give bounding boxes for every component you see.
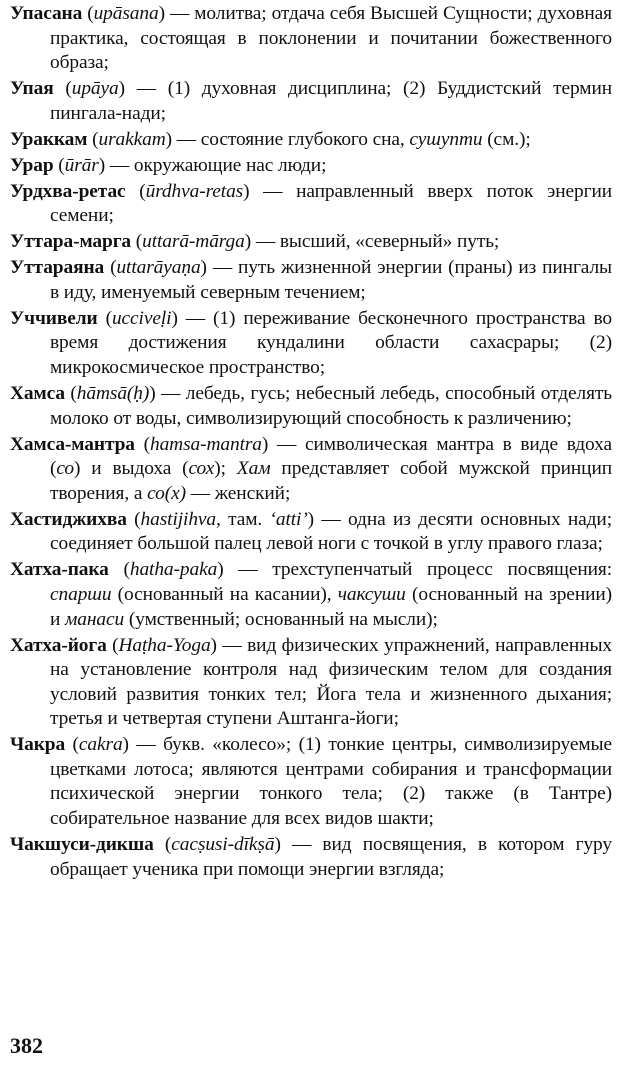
entry-term: Чакра <box>10 734 66 756</box>
entry-text: (см.); <box>482 128 531 150</box>
entry-italic-text: cacṣusi-dīkṣā <box>171 834 275 856</box>
entry-text: ) — высший, «северный» путь; <box>244 231 500 253</box>
entry-text: ) — направленный вверх поток энергии семени; <box>50 180 612 227</box>
entry-italic-text: upāsana <box>93 3 159 24</box>
entry-term: Урар <box>10 154 54 176</box>
entry-term: Хамса <box>10 383 65 405</box>
entry-text: , там. <box>216 508 270 530</box>
entry-italic-text: hamsa-mantra <box>149 433 262 455</box>
entry-text: ) — (1) переживание бесконечного пространства во время достижения кундалини области сахасрары; (2) микрокосмическое пространство; <box>50 307 612 379</box>
entry-italic-text: со(х) <box>147 482 186 504</box>
entry-italic-text: urakkam <box>98 128 166 150</box>
entry-text: ) — букв. «колесо»; (1) тонкие центры, символизируемые цветками лотоса; являются центрами собирания и трансформации психической энергии тонкого тела; (2) также (в Тантре) собирательное название для всех видов шакти; <box>50 734 612 830</box>
entry-text: ) — трехступенчатый процесс посвящения: <box>217 559 612 581</box>
entry-text: ) и выдоха ( <box>73 458 189 480</box>
entry-italic-text: сох <box>188 458 215 480</box>
entry-text: ) — путь жизненной энергии (праны) из пингалы в иду, именуемый северным течением; <box>50 257 612 303</box>
entry-text: ( <box>125 180 146 202</box>
entry-text: ) — (1) духовная дисциплина; (2) Буддистский термин пингала-нади; <box>50 78 612 124</box>
glossary-entry-uttarayana <box>10 256 612 305</box>
glossary-entry-uchchiveli <box>10 307 612 381</box>
entry-italic-text: hastijihva <box>140 508 217 530</box>
entry-text: ); <box>214 458 237 480</box>
glossary-entry-urar <box>10 154 612 179</box>
entry-text: ) — лебедь, гусь; небесный лебедь, способный отделять молоко от воды, символизирующий способность к различению; <box>50 383 613 429</box>
glossary-entry-urdhva-retas <box>10 180 612 229</box>
entry-term: Хатха-пака <box>10 559 109 581</box>
entry-text: ) — окружающие нас люди; <box>98 154 327 176</box>
entry-term: Хатха-йога <box>10 634 107 656</box>
entry-text: (умственный; основанный на мысли); <box>124 608 438 630</box>
entry-italic-text: ucciveḷi <box>111 307 172 329</box>
glossary-entry-hamsa <box>10 382 612 431</box>
entry-text: ( <box>134 433 150 455</box>
entry-text: ( <box>108 559 130 581</box>
glossary-entries <box>10 2 612 882</box>
entry-text: ) — символическая мантра в виде вдоха ( <box>50 433 612 480</box>
glossary-entry-urakkam <box>10 128 612 153</box>
entry-italic-text: uttarāyaṇa <box>116 257 201 279</box>
entry-text: представляет собой мужской принцип творения, а <box>50 458 612 504</box>
entry-text: ) — вид физических упражнений, направленных на установление контроля над физическим телом для создания условий развития тонких тел; Йога тела и жизненного дыхания; третья и четвертая ступени Аштанга-йоги; <box>50 634 613 730</box>
entry-term: Чакшуси-дикша <box>10 834 154 856</box>
entry-term: Хастиджихва <box>10 508 127 530</box>
entry-term: Уттараяна <box>10 257 105 279</box>
entry-text: ( <box>53 154 65 176</box>
glossary-entry-hatha-yoga <box>10 634 612 732</box>
glossary-entry-chakra <box>10 733 612 831</box>
entry-italic-text: чаксуши <box>337 583 406 605</box>
page-number: 382 <box>10 1033 43 1058</box>
entry-text: ( <box>82 3 94 24</box>
entry-italic-text: со <box>56 458 74 480</box>
glossary-entry-upaya <box>10 77 612 126</box>
entry-text: ( <box>131 231 143 253</box>
entry-term: Упасана <box>10 3 83 24</box>
entry-term: Упая <box>10 78 54 100</box>
entry-term: Уттара-марга <box>10 231 132 253</box>
entry-text: — женский; <box>185 482 291 504</box>
entry-text: ( <box>104 257 117 279</box>
entry-term: Ураккам <box>10 128 88 150</box>
entry-text: ( <box>106 634 119 656</box>
entry-italic-text: манаси <box>65 608 125 630</box>
entry-text: (основанный на касании), <box>111 583 338 605</box>
glossary-entry-upasana <box>10 2 612 76</box>
entry-italic-text: ūrdhva-retas <box>145 180 244 202</box>
entry-text: ( <box>97 307 112 329</box>
entry-italic-text: cakra <box>78 734 123 756</box>
entry-italic-text: upāya <box>71 78 119 100</box>
entry-text: ) — одна из десяти основных нади; соединяет большой палец левой ноги с точкой в углу правого глаза; <box>50 508 613 555</box>
entry-term: Хамса-мантра <box>10 433 135 455</box>
entry-text: ( <box>53 78 72 100</box>
entry-text: (основанный на зрении) и <box>50 583 613 630</box>
entry-italic-text: hāmsā(ḥ) <box>76 383 150 405</box>
entry-italic-text: hatha-paka <box>129 559 218 581</box>
glossary-entry-uttara-marga <box>10 230 612 255</box>
entry-text: ) — состояние глубокого сна, <box>165 128 410 150</box>
glossary-entry-chakshusi-diksha <box>10 833 612 882</box>
glossary-entry-hatha-paka <box>10 558 612 632</box>
entry-italic-text: Haṭha-Yoga <box>118 634 211 656</box>
entry-italic-text: сушупти <box>409 128 483 150</box>
entry-italic-text: ūrār <box>64 154 99 176</box>
entry-italic-text: спарши <box>50 583 112 605</box>
entry-text: ( <box>153 834 172 856</box>
entry-text: ) — вид посвящения, в котором гуру обращает ученика при помощи энергии взгляда; <box>50 834 612 880</box>
entry-term: Уччивели <box>10 307 98 329</box>
entry-text: ( <box>65 734 79 756</box>
entry-text: ( <box>87 128 99 150</box>
entry-term: Урдхва-ретас <box>10 180 126 202</box>
entry-text: ) — молитва; отдача себя Высшей Сущности; духовная практика, состоящая в поклонении и почитании божественного образа; <box>50 3 612 74</box>
entry-italic-text: ‘atti’ <box>269 508 308 530</box>
glossary-entry-hamsa-mantra <box>10 433 612 507</box>
glossary-entry-hastijihva <box>10 508 612 557</box>
entry-italic-text: uttarā-mārga <box>142 231 245 253</box>
entry-text: ( <box>64 383 77 405</box>
entry-text: ( <box>126 508 141 530</box>
entry-italic-text: Хам <box>236 458 271 480</box>
